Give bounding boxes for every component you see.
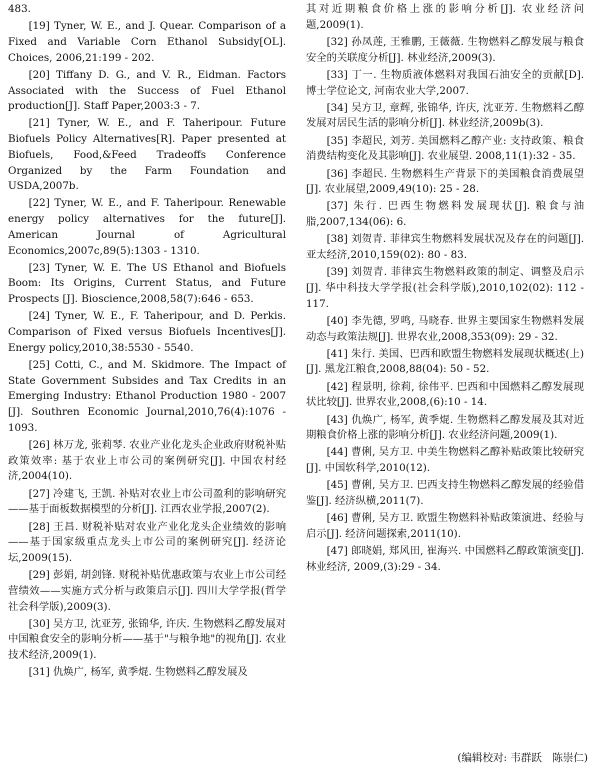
reference-entry: [39] 刘贺青. 菲律宾生物燃料政策的制定、调整及启示[J]. 华中科技大学学报(社会科学版),2010,102(02): 112 - 117. xyxy=(306,266,584,310)
reference-entry: [36] 李超民. 生物燃料生产背景下的美国粮食消费展望[J]. 农业展望,2009,49(10): 25 - 28. xyxy=(306,167,584,196)
reference-entry: [26] 林万龙, 张莉琴. 农业产业化龙头企业政府财税补贴政策效率: 基于农业上市公司的案例研究[J]. 中国农村经济,2004(10). xyxy=(8,438,286,483)
reference-entry: [41] 朱行. 美国、巴西和欧盟生物燃料发展现状概述(上)[J]. 黑龙江粮食,2008,88(04): 50 - 52. xyxy=(306,347,584,376)
reference-entry: [32] 孙凤莲, 王雅鹏, 王薇薇. 生物燃料乙醇发展与粮食安全的关联度分析[J]. 林业经济,2009(3). xyxy=(306,35,584,64)
reference-entry: [21] Tyner, W. E., and F. Taheripour. Future Biofuels Policy Alternatives[R]. Paper presented at Biofuels, Food,&Feed Tradeoffs Conference Organized by the Farm Foundation and USDA,2007b. xyxy=(8,117,286,193)
reference-entry: [37] 朱行. 巴西生物燃料发展现状[J]. 粮食与油脂,2007,134(06): 6. xyxy=(306,200,584,229)
reference-entry: [24] Tyner, W. E., F. Taheripour, and D. Perkis. Comparison of Fixed versus Biofuels Incentives[J]. Energy policy,2010,38:5530 - 5540. xyxy=(8,310,286,354)
reference-entry: [31] 仇焕广, 杨军, 黄季焜. 生物燃料乙醇发展及 xyxy=(28,666,248,679)
editor-credit: (编辑校对: 韦群跃 陈崇仁) xyxy=(457,752,588,764)
reference-entry: [29] 彭娟, 胡剑锋. 财税补贴优惠政策与农业上市公司经营绩效——实施方式分析与政策启示[J]. 四川大学学报(哲学社会科学版),2009(3). xyxy=(8,569,286,613)
reference-entry: [35] 李超民, 刘芳. 美国燃料乙醇产业: 支持政策、粮食消费结构变化及其影响[J]. 农业展望. 2008,11(1):32 - 35. xyxy=(306,134,584,163)
reference-entry: [19] Tyner, W. E., and J. Quear. Comparison of a Fixed and Variable Corn Ethanol Subsidy[OL]. Choices, 2006,21:199 - 202. xyxy=(8,20,286,64)
reference-entry: [34] 吴方卫, 章辉, 张锦华, 许庆, 沈亚芳. 生物燃料乙醇发展对居民生活的影响分析[J]. 林业经济,2009b(3). xyxy=(306,101,584,130)
reference-column-left xyxy=(8,2,286,683)
reference-entry: [43] 仇焕广, 杨军, 黄季焜. 生物燃料乙醇发展及其对近期粮食价格上涨的影响分析[J]. 农业经济问题,2009(1). xyxy=(306,413,584,442)
reference-entry: [28] 王昌. 财税补贴对农业产业化龙头企业绩效的影响——基于国家级重点龙头上市公司的案例研究[J]. 经济论坛,2009(15). xyxy=(8,520,286,564)
reference-continuation: 483. xyxy=(8,3,31,15)
reference-entry: [46] 曹俐, 吴方卫. 欧盟生物燃料补贴政策演进、经验与启示[J]. 经济问题探索,2011(10). xyxy=(306,512,584,540)
reference-entry: [22] Tyner, W. E., and F. Taheripour. Renewable energy policy alternatives for the future[J]. American Journal of Agricultural Economics,2007c,89(5):1303 - 1310. xyxy=(8,197,286,257)
reference-entry: [25] Cotti, C., and M. Skidmore. The Impact of State Government Subsides and Tax Credits in an Emerging Industry: Ethanol Production 1980 - 2007 [J]. Southren Economic Journal,2010,76(4):1076 - 1093. xyxy=(8,358,286,434)
reference-entry: [33] 丁一. 生物质液体燃料对我国石油安全的贡献[D]. 博士学位论文, 河南农业大学,2007. xyxy=(306,68,584,97)
reference-entry: [42] 程景明, 徐莉, 徐伟平. 巴西和中国燃料乙醇发展现状比较[J]. 世界农业,2008,(6):10 - 14. xyxy=(306,380,584,409)
reference-entry: [20] Tiffany D. G., and V. R., Eidman. Factors Associated with the Success of Fuel Ethanol production[J]. Staff Paper,2003:3 - 7. xyxy=(8,68,286,113)
reference-entry: [40] 李先德, 罗鸣, 马晓春. 世界主要国家生物燃料发展动态与政策法规[J]. 世界农业,2008,353(09): 29 - 32. xyxy=(306,314,584,343)
reference-entry: [44] 曹俐, 吴方卫. 中美生物燃料乙醇补贴政策比较研究[J]. 中国软科学,2010(12). xyxy=(306,446,584,475)
reference-entry: [27] 冷建飞, 王凯. 补贴对农业上市公司盈利的影响研究——基于面板数据模型的分析[J]. 江西农业学报,2007(2). xyxy=(8,487,286,516)
reference-column-right xyxy=(306,2,584,577)
reference-entry: [23] Tyner, W. E. The US Ethanol and Biofuels Boom: Its Origins, Current Status, and Future Prospects [J]. Bioscience,2008,58(7):646 - 653. xyxy=(8,261,286,306)
reference-entry: [47] 郎晓娟, 郑风田, 崔海兴. 中国燃料乙醇政策演变[J]. 林业经济, 2009,(3):29 - 34. xyxy=(306,545,584,573)
reference-entry: [45] 曹俐, 吴方卫. 巴西支持生物燃料乙醇发展的经验借鉴[J]. 经济纵横,2011(7). xyxy=(306,479,584,508)
reference-entry: [38] 刘贺青. 菲律宾生物燃料发展状况及存在的问题[J]. 亚太经济,2010,159(02): 80 - 83. xyxy=(306,233,584,262)
reference-entry: [30] 吴方卫, 沈亚芳, 张锦华, 许庆. 生物燃料乙醇发展对中国粮食安全的影响分析——基于"与粮争地"的视角[J]. 农业技术经济,2009(1). xyxy=(8,617,286,662)
reference-continuation: 其对近期粮食价格上涨的影响分析[J]. 农业经济问题,2009(1). xyxy=(306,3,584,31)
